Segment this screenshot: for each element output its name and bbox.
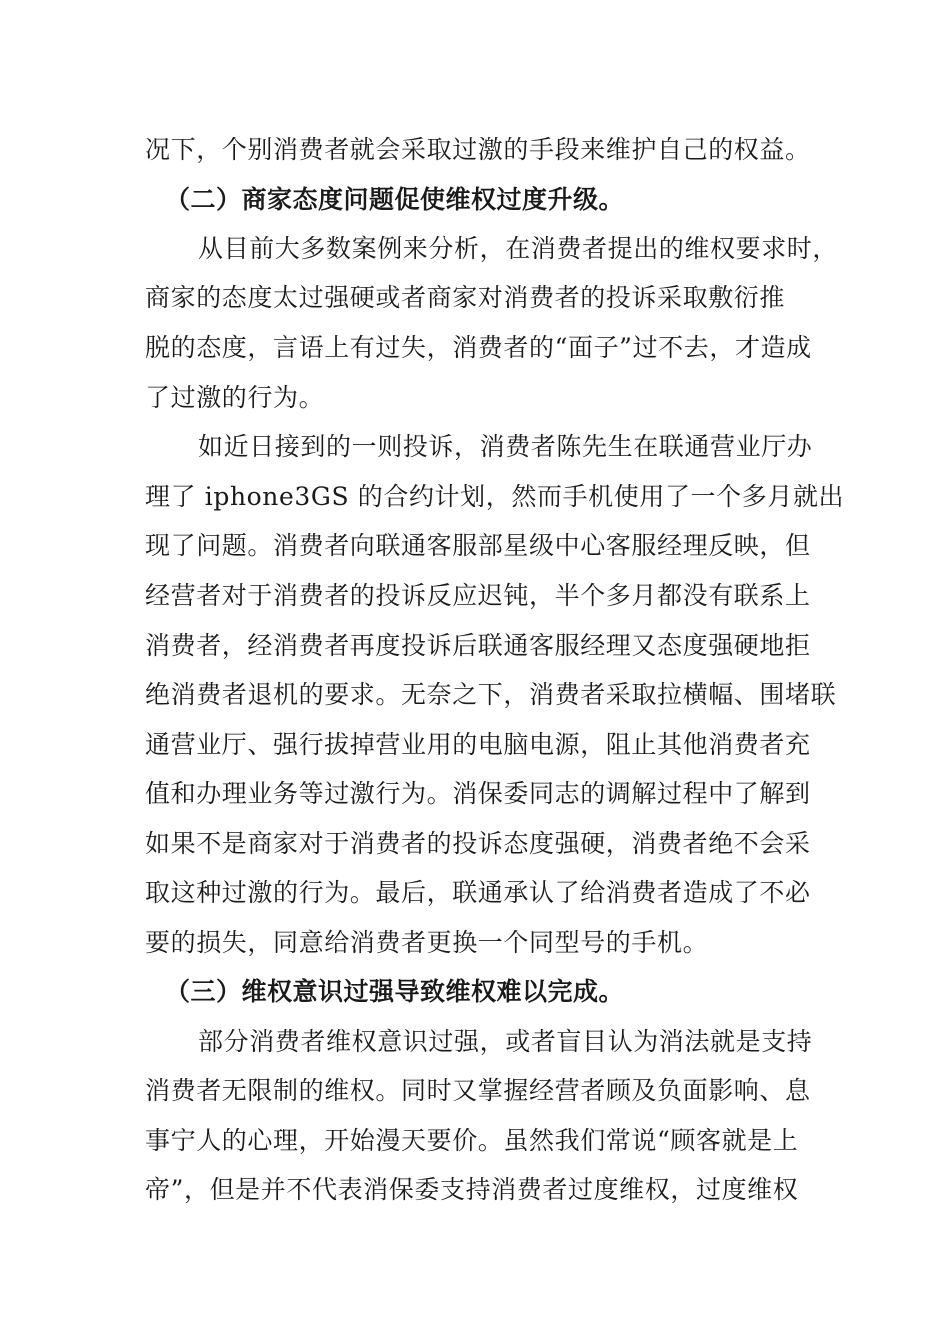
text-line: 要的损失，同意给消费者更换一个同型号的手机。 [145,928,709,957]
text-line: 如果不是商家对于消费者的投诉态度强硬，消费者绝不会采 [145,829,811,858]
text-line: 值和办理业务等过激行为。消保委同志的调解过程中了解到 [145,779,811,808]
text-line: 取这种过激的行为。最后，联通承认了给消费者造成了不必 [145,878,811,907]
text-line: 如近日接到的一则投诉，消费者陈先生在联通营业厅办 [198,432,813,461]
section-heading: （三）维权意识过强导致维权难以完成。 [165,977,625,1006]
text-line: 商家的态度太过强硬或者商家对消费者的投诉采取敷衍推 [145,283,786,312]
text-line: 况下，个别消费者就会采取过激的手段来维护自己的权益。 [145,135,811,164]
text-line: 事宁人的心理，开始漫天要价。虽然我们常说“顾客就是上 [145,1126,799,1155]
text-line: 通营业厅、强行拔掉营业用的电脑电源，阻止其他消费者充 [145,730,811,759]
text-line: 帝”，但是并不代表消保委支持消费者过度维权，过度维权 [145,1175,799,1204]
text-line: 脱的态度，言语上有过失，消费者的“面子”过不去，才造成 [145,333,812,362]
text-line: 消费者，经消费者再度投诉后联通客服经理又态度强硬地拒 [145,631,811,660]
text-line: 经营者对于消费者的投诉反应迟钝，半个多月都没有联系上 [145,581,811,610]
text-line: 消费者无限制的维权。同时又掌握经营者顾及负面影响、息 [145,1076,811,1105]
text-line: 现了问题。消费者向联通客服部星级中心客服经理反映，但 [145,531,811,560]
text-line: 部分消费者维权意识过强，或者盲目认为消法就是支持 [198,1027,813,1056]
text-line: 从目前大多数案例来分析，在消费者提出的维权要求时， [198,234,839,263]
text-line: 理了 iphone3GS 的合约计划，然而手机使用了一个多月就出 [145,482,845,511]
text-line: 绝消费者退机的要求。无奈之下，消费者采取拉横幅、围堵联 [145,680,837,709]
text-line: 了过激的行为。 [145,383,325,412]
section-heading: （二）商家态度问题促使维权过度升级。 [165,185,625,214]
